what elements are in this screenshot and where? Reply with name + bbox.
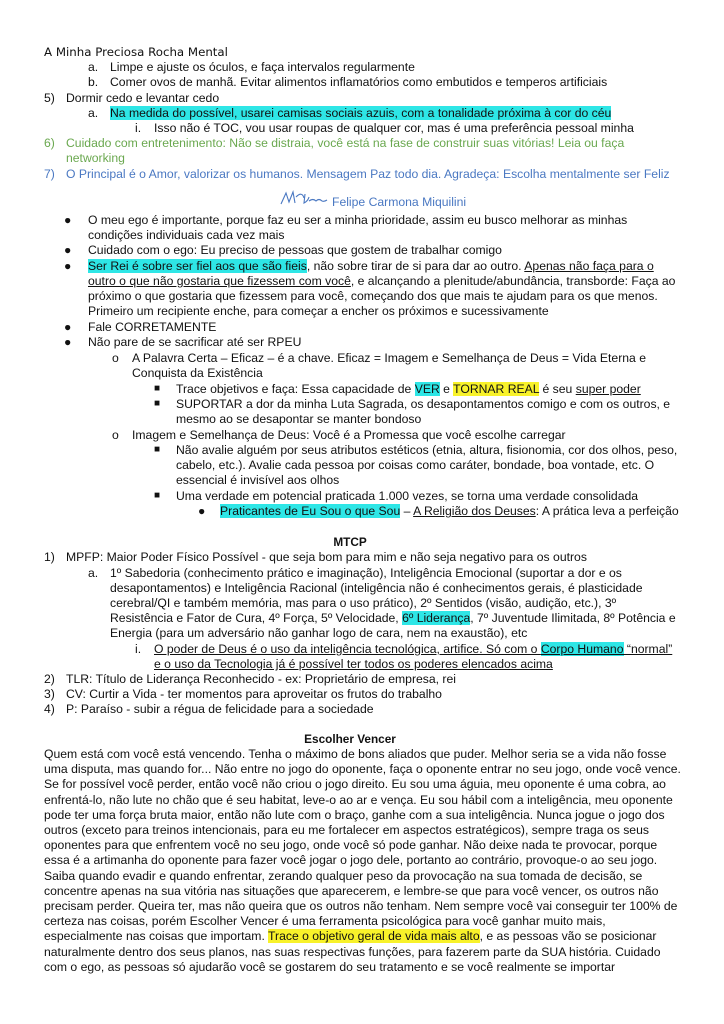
list-marker: a. <box>88 60 99 74</box>
paragraph-line: com o ego, as pessoas só ajudarão você se gostarem do seu tratamento e se você realmente se importar <box>44 960 616 974</box>
list-marker: 5) <box>44 91 55 105</box>
plain-text: , e as pessoas vão se posicionar <box>479 929 657 943</box>
plain-text: Trace objetivos e faça: Essa capacidade de <box>176 382 415 396</box>
highlighted-text: Ser Rei é sobre ser fiel aos que são fieis <box>88 259 307 273</box>
paragraph-line: Quem está com você está vencendo. Tenha o máximo de bons aliados que puder. Melhor seria se a vida não fosse <box>44 747 667 761</box>
underlined-text: O poder de Deus é o uso da inteligência tecnológica, artifice. Só com o <box>154 642 541 656</box>
bullet-text: Imagem e Semelhança de Deus: Você é a Promessa que você escolhe carregar <box>132 428 566 442</box>
plain-text: , não sobre tirar de si para dar ao outro. <box>306 259 525 273</box>
list-marker: 1) <box>44 550 55 564</box>
plain-text: – <box>400 504 414 518</box>
bullet-text: próximo o que gostaria que fizessem para você, começando dos que mais te ajudam para os que menos. <box>88 289 658 303</box>
paragraph-line: concentre apenas na sua vitória nas situações que aparecerem, e lembre-se que para você vencer, os outros não <box>44 884 659 898</box>
plain-text: , 7º Juventude Ilimitada, 8º Potência e <box>470 611 676 625</box>
list-marker: 6) <box>44 136 55 150</box>
list-item-text: Comer ovos de manhã. Evitar alimentos inflamatórios como embutidos e temperos artificiais <box>110 75 608 89</box>
bullet-text: essencial é invisível aos olhos <box>176 473 340 487</box>
signature-name: Felipe Carmona Miquilini <box>332 195 467 209</box>
bullet-text: Não pare de se sacrificar até ser RPEU <box>88 335 302 349</box>
highlighted-item <box>110 105 611 121</box>
plain-text: , e alcançando a plenitude/abundância, transborde: Faça ao <box>350 274 676 288</box>
bullet-text: SUPORTAR a dor da minha Luta Sagrada, os desapontamentos comigo e com os outros, e <box>176 397 671 411</box>
underlined-text: e o uso da Tecnologia já é possível ter todos os poderes elencados acima <box>154 657 553 671</box>
bullet-text: condições individuais cada vez mais <box>88 228 285 242</box>
section-heading: Escolher Vencer <box>304 732 396 746</box>
list-marker: 7) <box>44 167 55 181</box>
list-item-text: 1º Sabedoria (conhecimento prático e imaginação), Inteligência Emocional (suportar a dor e os <box>110 566 622 580</box>
list-marker: i. <box>135 121 142 135</box>
highlighted-text: Trace o objetivo geral de vida mais alto <box>268 929 480 943</box>
square-bullet: ■ <box>154 490 161 501</box>
highlighted-text: TORNAR REAL <box>453 382 540 396</box>
paragraph-line: naturalmente dentro dos seus planos, nas suas respectivas funções, para fazerem parte da SUA história. Cuidado <box>44 945 661 959</box>
list-marker: 4) <box>44 702 55 716</box>
list-item-text: MPFP: Maior Poder Físico Possível - que seja bom para mim e não seja negativo para os outros <box>66 550 587 564</box>
paragraph-line: oponentes para que enfrentem você no seu jogo, onde você só pode ganhar. Não deixe nada te provocar, porque <box>44 838 658 852</box>
square-bullet: ■ <box>154 444 161 455</box>
list-item-text: desapontamentos) e Inteligência Racional (inteligência não é conhecimentos gerais, é plasticidade <box>110 581 643 595</box>
bullet-text: cabelo, etc.). Avalie cada pessoa por coisas como caráter, bondade, boa vontade, etc. O <box>176 458 655 472</box>
bullet-line <box>176 381 641 397</box>
plain-text: é seu <box>539 382 576 396</box>
bullet-text: Cuidado com o ego: Eu preciso de pessoas que gostem de trabalhar comigo <box>88 243 502 257</box>
highlighted-text: VER <box>414 382 440 396</box>
bullet-text: Primeiro um recipiente enche, para começar a encher os próximos e sucessivamente <box>88 304 549 318</box>
bullet-text: Conquista da Existência <box>132 366 263 380</box>
paragraph-line: Saiba quando evadir e quando enfrentar, zerando qualquer peso da provocação na sua tomada de decisão, se <box>44 869 643 883</box>
document-title: A Minha Preciosa Rocha Mental <box>44 45 228 59</box>
list-item-text: TLR: Título de Liderança Reconhecido - ex: Proprietário de empresa, rei <box>66 672 456 686</box>
bullet-dot: ● <box>64 320 72 334</box>
square-bullet: ■ <box>154 383 161 394</box>
list-marker: 3) <box>44 687 55 701</box>
list-item-text: cerebral/QI e também memória, mas para o uso prático), 2º Sentidos (visão, audição, etc.), 3º <box>110 596 617 610</box>
paragraph-line: uma disputa, mas quando for... Não entre no jogo do oponente, faça o oponente entrar no seu jogo, onde você vence. <box>44 762 681 776</box>
bullet-text: mesmo ao se desapontar se manter bondoso <box>176 412 422 426</box>
list-item-line <box>154 641 672 657</box>
plain-text: Resistência e Fator de Cura, 4º Força, 5º Velocidade, <box>110 611 403 625</box>
list-item-text: CV: Curtir a Vida - ter momentos para aproveitar os frutos do trabalho <box>66 687 442 701</box>
bullet-text: Não avalie alguém por seus atributos estéticos (etnia, altura, fisionomia, cor dos olhos, peso, <box>176 443 678 457</box>
list-item-text: Dormir cedo e levantar cedo <box>66 91 220 105</box>
bullet-dot: ● <box>64 259 72 273</box>
bullet-text: A Palavra Certa – Eficaz – é a chave. Eficaz = Imagem e Semelhança de Deus = Vida Eterna e <box>132 351 646 365</box>
list-item-text: P: Paraíso - subir a régua de felicidade para a sociedade <box>66 702 374 716</box>
highlighted-text: Na medida do possível, usarei camisas sociais azuis, com a tonalidade próxima à cor do céu <box>110 106 612 120</box>
circle-bullet: o <box>112 428 119 442</box>
paragraph-line: precisam perder. Queira ter, mas não queira que os outros não tenham. Nem sempre você vai conseguir ter 100% de <box>44 899 678 913</box>
list-item-text: Energia (para um adversário não ganhar logo de cara, nem na exaustão), etc <box>110 626 528 640</box>
list-marker: i. <box>135 642 142 656</box>
bullet-dot: ● <box>64 243 72 257</box>
underlined-text: super poder <box>575 382 641 396</box>
list-marker: a. <box>88 106 99 120</box>
list-marker: 2) <box>44 672 55 686</box>
bullet-dot: ● <box>64 213 72 227</box>
bullet-text: Uma verdade em potencial praticada 1.000 vezes, se torna uma verdade consolidada <box>176 489 639 503</box>
blue-item-text: O Principal é o Amor, valorizar os humanos. Mensagem Paz todo dia. Agradeça: Escolha mentalmente ser Feliz <box>66 167 670 181</box>
paragraph-line <box>44 928 656 944</box>
handwritten-signature <box>278 189 330 209</box>
list-item-line <box>154 656 553 672</box>
paragraph-line: essa é a artimanha do oponente para fazer você jogar o jogo dele, portanto ao contrário, provoque-o ao seu jogo. <box>44 853 658 867</box>
underlined-text: “normal” <box>623 642 673 656</box>
bullet-line <box>88 273 675 289</box>
green-item-line: Cuidado com entretenimento: Não se distraia, você está na fase de construir suas vitórias! Leia ou faça <box>66 136 625 150</box>
highlighted-text: Corpo Humano <box>540 642 624 656</box>
list-marker: b. <box>88 75 99 89</box>
plain-text: : A prática leva a perfeição <box>535 504 679 518</box>
paragraph-line: certeza nas coisas, porém Escolher Vencer é uma ferramenta psicológica para você ganhar muito mais, <box>44 914 606 928</box>
underlined-text: A Religião dos Deuses <box>413 504 536 518</box>
highlighted-text: 6º Liderança <box>402 611 471 625</box>
bullet-dot: ● <box>64 335 72 349</box>
list-item-text: Isso não é TOC, vou usar roupas de qualquer cor, mas é uma preferência pessoal minha <box>154 121 634 135</box>
bullet-text: Fale CORRETAMENTE <box>88 320 217 334</box>
list-item-line <box>110 610 676 626</box>
bullet-dot: ● <box>198 504 206 518</box>
paragraph-line: pode ter uma força bruta maior, então não lute com o braço, ganhe com a sua inteligência. Nunca jogue o jogo dos <box>44 808 665 822</box>
paragraph-line: outros (exceto para treinos intencionais, para eu me fortalecer em aspectos estratégicos), sempre traga os seus <box>44 823 649 837</box>
paragraph-line: Se for possível você perder, então você não criou o jogo direito. Eu sou uma águia, meu oponente é uma cobra, ao <box>44 777 666 791</box>
list-item-text: Limpe e ajuste os óculos, e faça intervalos regularmente <box>110 60 415 74</box>
bullet-line <box>88 258 654 274</box>
underlined-text: Apenas não faça para o <box>524 259 654 273</box>
plain-text: e <box>439 382 454 396</box>
circle-bullet: o <box>112 351 119 365</box>
bullet-text: O meu ego é importante, porque faz eu ser a minha prioridade, assim eu busco melhorar as minhas <box>88 213 628 227</box>
plain-text: especialmente nas coisas que importam. <box>44 929 269 943</box>
green-item-line: networking <box>66 151 125 165</box>
list-marker: a. <box>88 566 99 580</box>
underlined-text: outro o que não gostaria que fizessem com você <box>88 274 351 288</box>
section-heading: MTCP <box>333 535 367 549</box>
highlighted-text: Praticantes de Eu Sou o que Sou <box>220 504 401 518</box>
square-bullet: ■ <box>154 398 161 409</box>
paragraph-line: enfrentá-lo, não lute no chão que é seu habitat, leve-o ao ar e vença. Eu sou hábil com a inteligência, meu oponente <box>44 793 673 807</box>
bullet-line <box>220 503 679 519</box>
